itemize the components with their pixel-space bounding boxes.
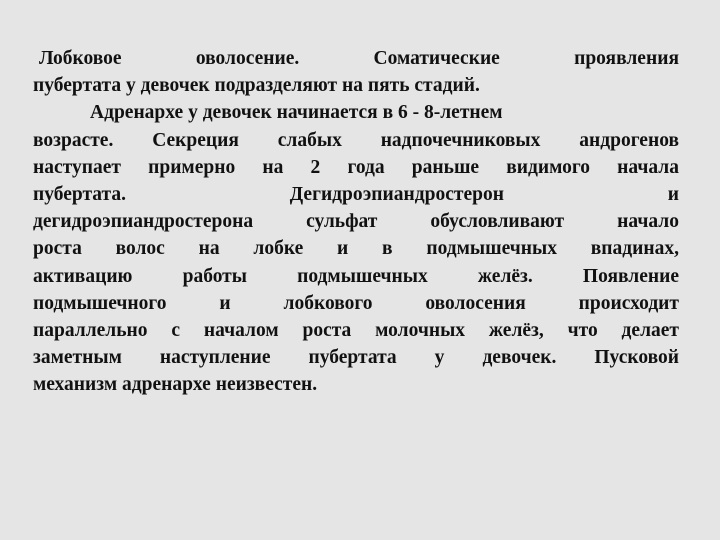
text-line-9: активацию работы подмышечных желёз. Появление: [33, 265, 679, 287]
text-line-3: Адренархе у девочек начинается в 6 - 8-летнем: [90, 102, 503, 124]
text-line-7: дегидроэпиандростерона сульфат обусловливают начало: [33, 211, 679, 233]
text-line-12: заметным наступление пубертата у девочек. Пусковой: [33, 347, 679, 369]
text-line-5: наступает примерно на 2 года раньше видимого начала: [33, 156, 679, 178]
text-line-2: пубертата у девочек подразделяют на пять стадий.: [33, 75, 480, 97]
text-line-4: возрасте. Секреция слабых надпочечниковых андрогенов: [33, 129, 679, 151]
text-line-11: параллельно с началом роста молочных желёз, что делает: [33, 319, 679, 341]
text-line-10: подмышечного и лобкового оволосения происходит: [33, 292, 679, 314]
text-line-6: пубертата. Дегидроэпиандростерон и: [33, 183, 679, 205]
text-line-13: механизм адренархе неизвестен.: [33, 374, 318, 396]
text-line-8: роста волос на лобке и в подмышечных впадинах,: [33, 238, 679, 260]
document-text: [33, 45, 679, 398]
text-line-1: Лобковое оволосение. Соматические проявления: [39, 48, 679, 69]
